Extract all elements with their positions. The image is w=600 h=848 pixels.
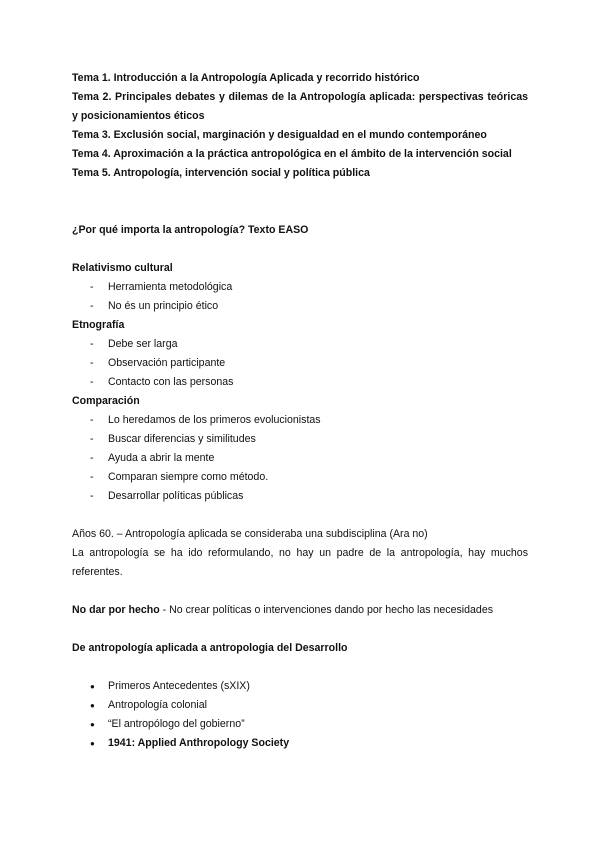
relativismo-heading: Relativismo cultural	[72, 262, 173, 274]
tema-5: Tema 5. Antropología, intervención social y política pública	[72, 167, 370, 179]
no-dar-paragraph	[72, 601, 528, 620]
comparacion-heading: Comparación	[72, 395, 140, 407]
list-item: - Herramienta metodológica	[72, 278, 528, 297]
no-dar-bold: No dar por hecho	[72, 604, 160, 616]
tema-2: Tema 2. Principales debates y dilemas de la Antropología aplicada: perspectivas teóricas y posicionamientos éticos	[72, 91, 528, 122]
list-item: - Buscar diferencias y similitudes	[72, 430, 528, 449]
list-item: - Ayuda a abrir la mente	[72, 449, 528, 468]
list-item: - Comparan siempre como método.	[72, 468, 528, 487]
list-item: - Desarrollar políticas públicas	[72, 487, 528, 506]
etnografia-list	[72, 335, 528, 392]
comparacion-list	[72, 411, 528, 506]
list-item: ● “El antropólogo del gobierno”	[72, 715, 528, 734]
etnografia-heading: Etnografía	[72, 319, 125, 331]
relativismo-list	[72, 278, 528, 316]
list-item: ● Primeros Antecedentes (sXIX)	[72, 677, 528, 696]
list-item: - Lo heredamos de los primeros evolucionistas	[72, 411, 528, 430]
no-dar-rest: - No crear políticas o intervenciones dando por hecho las necesidades	[159, 604, 494, 616]
section-title: ¿Por qué importa la antropología? Texto EASO	[72, 224, 309, 236]
tema-1: Tema 1. Introducción a la Antropología Aplicada y recorrido histórico	[72, 72, 420, 84]
desarrollo-list	[72, 677, 528, 753]
list-item: - Debe ser larga	[72, 335, 528, 354]
anos60-paragraph: Años 60. – Antropología aplicada se consideraba una subdisciplina (Ara no)	[72, 528, 428, 540]
temas-list	[72, 69, 528, 183]
desarrollo-title: De antropología aplicada a antropologia del Desarrollo	[72, 642, 348, 654]
tema-3: Tema 3. Exclusión social, marginación y desigualdad en el mundo contemporáneo	[72, 129, 487, 141]
list-item: - No és un principio ético	[72, 297, 528, 316]
list-item: - Observación participante	[72, 354, 528, 373]
list-item: ● Antropología colonial	[72, 696, 528, 715]
list-item: - Contacto con las personas	[72, 373, 528, 392]
tema-4: Tema 4. Aproximación a la práctica antropológica en el ámbito de la intervención social	[72, 148, 512, 160]
reformulando-paragraph: La antropología se ha ido reformulando, no hay un padre de la antropología, hay muchos referentes.	[72, 547, 528, 578]
list-item: ● 1941: Applied Anthropology Society	[72, 734, 528, 753]
document-page	[72, 69, 528, 753]
